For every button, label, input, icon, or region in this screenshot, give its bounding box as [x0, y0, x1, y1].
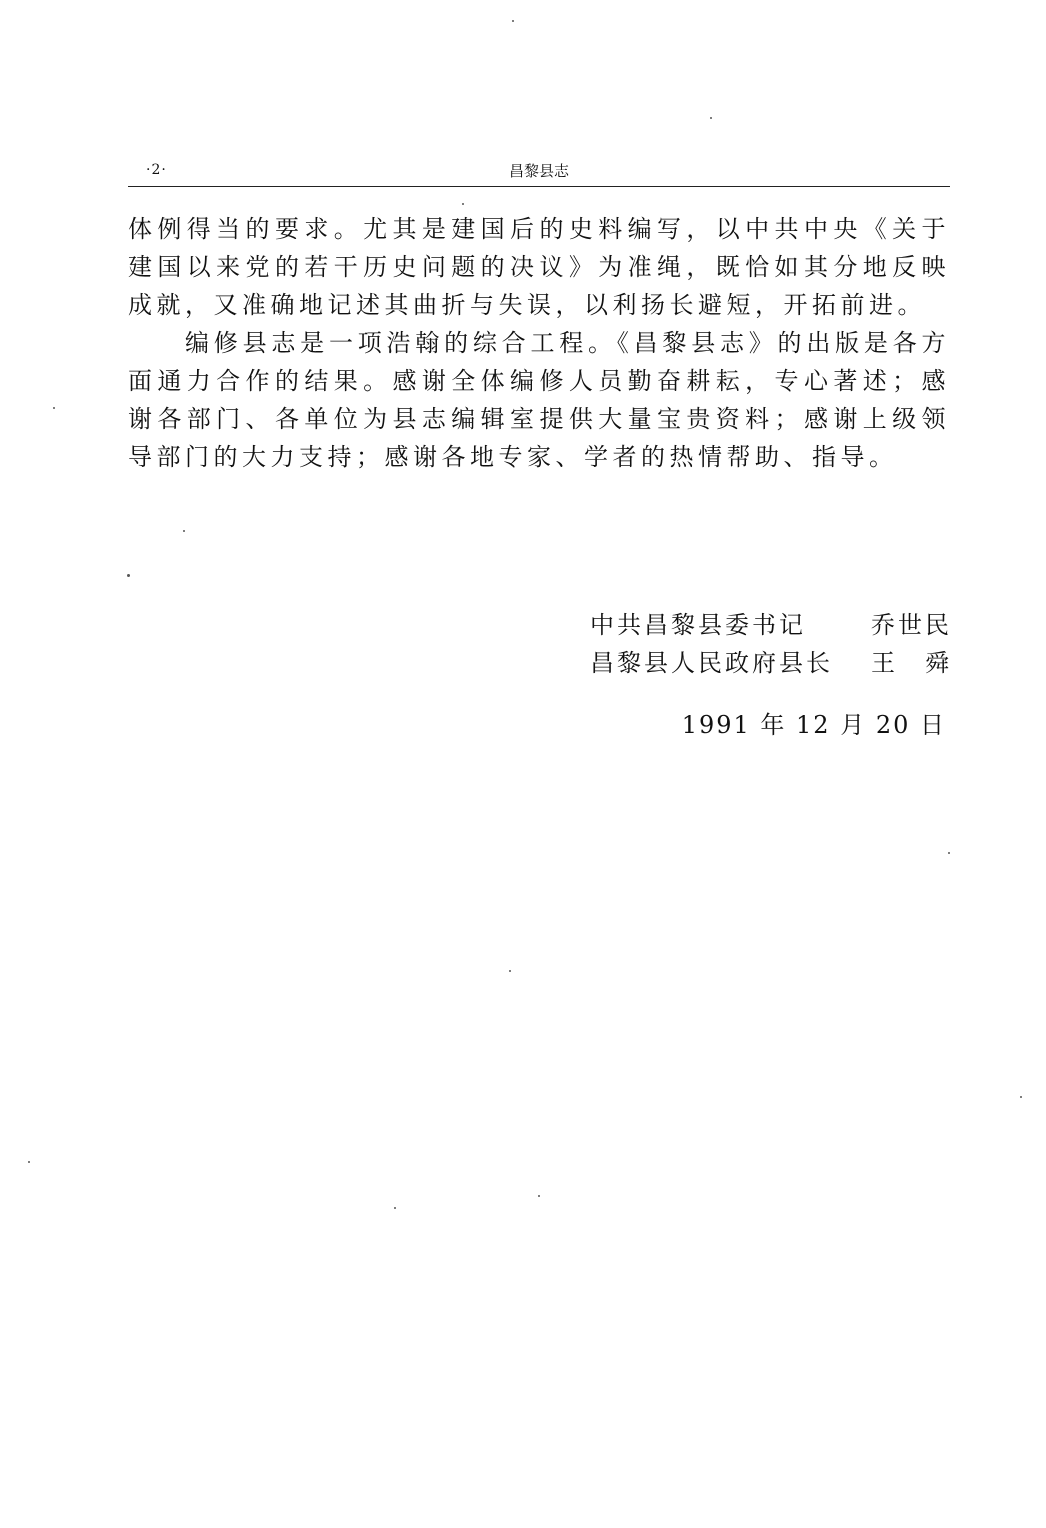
scan-speck: [512, 20, 514, 22]
signatory-name: 乔世民: [871, 611, 952, 639]
paragraph-2: 编修县志是一项浩翰的综合工程。《昌黎县志》的出版是各方面通力合作的结果。感谢全体编修人员勤奋耕耘，专心著述；感谢各部门、各单位为县志编辑室提供大量宝贵资料；感谢上级领导部门的大力支持；感谢各地专家、学者的热情帮助、指导。: [128, 329, 950, 471]
scan-speck: [1020, 1096, 1022, 1098]
signatory-title: 昌黎县人民政府县长: [590, 649, 833, 677]
page-number: ·2·: [146, 162, 167, 178]
signatory-title: 中共昌黎县委书记: [590, 611, 806, 639]
scan-speck: [183, 530, 185, 532]
signatory-name: 王 舜: [871, 649, 952, 677]
scan-speck: [462, 203, 464, 205]
signing-date: 1991 年 12 月 20 日: [681, 711, 946, 739]
running-title: 昌黎县志: [508, 162, 569, 180]
scan-speck: [948, 852, 950, 854]
scan-speck: [538, 1195, 540, 1197]
scan-speck: [53, 407, 55, 409]
signature-line: [590, 644, 952, 682]
body-text: [128, 210, 950, 476]
scan-speck: [710, 117, 712, 119]
scan-speck: [509, 970, 511, 972]
scan-speck: [28, 1161, 30, 1163]
signature-block: [590, 606, 952, 682]
paragraph-1: 体例得当的要求。尤其是建国后的史料编写，以中共中央《关于建国以来党的若干历史问题的决议》为准绳，既恰如其分地反映成就，又准确地记述其曲折与失误，以利扬长避短，开拓前进。: [128, 215, 950, 319]
header-rule: [128, 186, 950, 187]
page-header: [128, 158, 950, 186]
scan-speck: [394, 1207, 396, 1209]
scan-speck: [127, 574, 130, 577]
signature-line: [590, 606, 952, 644]
